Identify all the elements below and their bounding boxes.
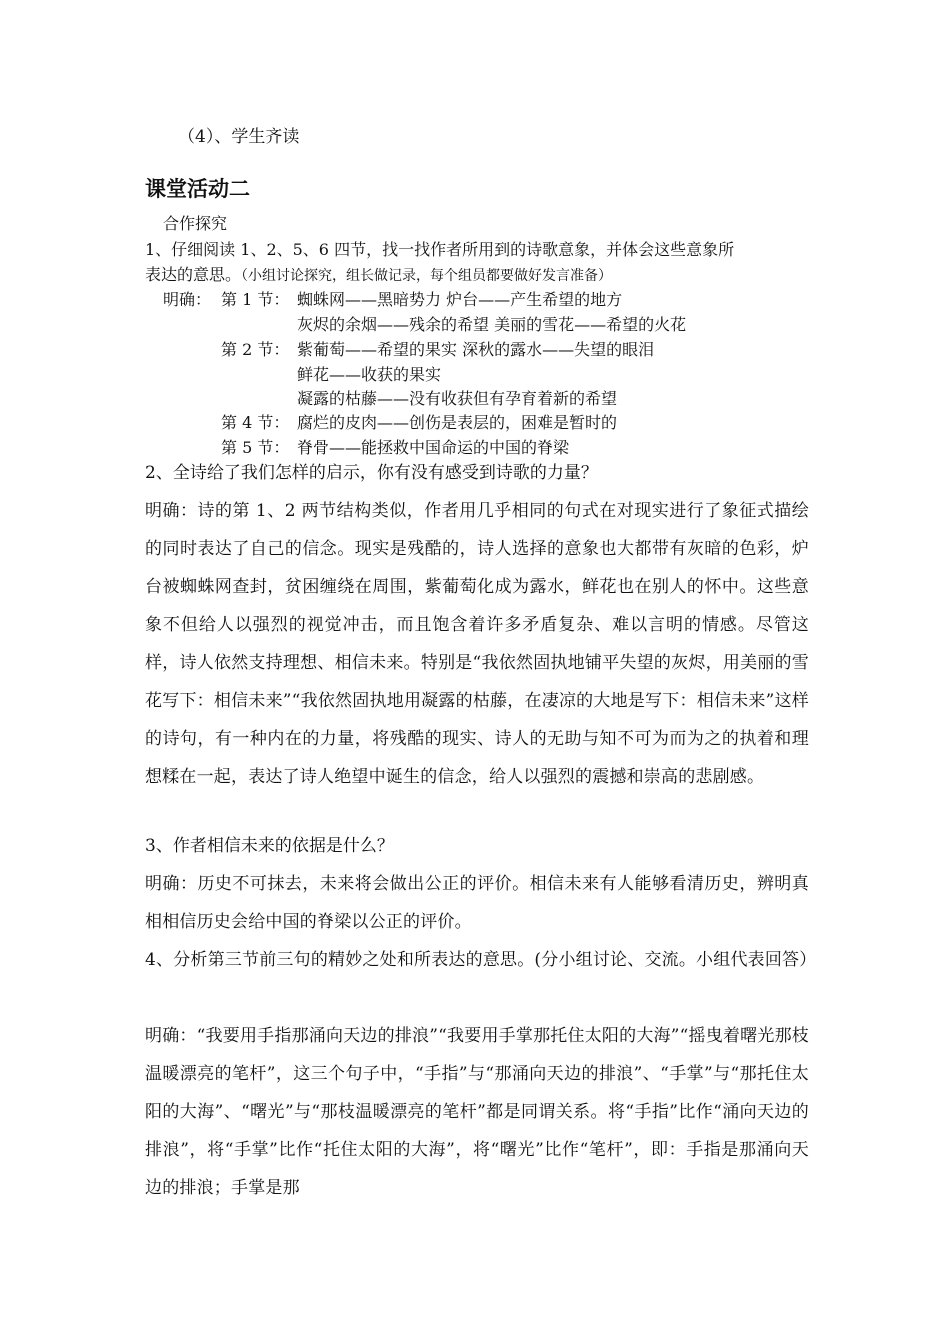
question-4: 4、分析第三节前三句的精妙之处和所表达的意思。(分小组讨论、交流。小组代表回答） xyxy=(145,950,817,970)
answer-1-section-2-label: 第 2 节： xyxy=(221,340,290,359)
answer-1-section-1-a: 蜘蛛网——黑暗势力 炉台——产生希望的地方 xyxy=(297,290,623,309)
question-1-line-1: 1、仔细阅读 1、2、5、6 四节，找一找作者所用到的诗歌意象，并体会这些意象所 xyxy=(145,240,735,259)
question-1-line-2 xyxy=(145,265,612,286)
question-1-note: （小组讨论探究，组长做记录，每个组员都要做好发言准备） xyxy=(241,268,613,284)
answer-3: 明确：历史不可抹去，未来将会做出公正的评价。相信未来有人能够看清历史，辨明真相相信历史会给中国的脊梁以公正的评价。 xyxy=(145,874,809,932)
answer-1-section-5-label: 第 5 节： xyxy=(221,438,290,457)
answer-1-label: 明确： xyxy=(163,290,212,309)
answer-4: 明确：“我要用手指那涌向天边的排浪”“我要用手掌那托住太阳的大海”“摇曳着曙光那枝温暖漂亮的笔杆”，这三个句子中，“手指”与“那涌向天边的排浪”、“手掌”与“那托住太阳的大海”、“曙光”与“那枝温暖漂亮的笔杆”都是同谓关系。将“手指”比作“涌向天边的排浪”，将“手掌”比作“托住太阳的大海”，将“曙光”比作“笔杆”，即：手指是那涌向天边的排浪；手掌是那 xyxy=(145,1026,809,1198)
answer-2: 明确：诗的第 1、2 两节结构类似，作者用几乎相同的句式在对现实进行了象征式描绘的同时表达了自己的信念。现实是残酷的，诗人选择的意象也大都带有灰暗的色彩，炉台被蜘蛛网查封，贫困缠绕在周围，紫葡萄化成为露水，鲜花也在别人的怀中。这些意象不但给人以强烈的视觉冲击，而且饱含着许多矛盾复杂、难以言明的情感。尽管这样，诗人依然支持理想、相信未来。特别是“我依然固执地铺平失望的灰烬，用美丽的雪花写下：相信未来”“我依然固执地用凝露的枯藤，在凄凉的大地是写下：相信未来”这样的诗句，有一种内在的力量，将残酷的现实、诗人的无助与知不可为而为之的执着和理想糅在一起，表达了诗人绝望中诞生的信念，给人以强烈的震撼和崇高的悲剧感。 xyxy=(145,501,809,787)
question-1-main: 表达的意思。 xyxy=(145,265,242,284)
answer-1-section-2-b: 鲜花——收获的果实 xyxy=(297,365,442,384)
section-heading: 课堂活动二 xyxy=(145,177,250,201)
step-4-line: （4）、学生齐读 xyxy=(178,127,300,147)
question-2: 2、全诗给了我们怎样的启示，你有没有感受到诗歌的力量？ xyxy=(145,463,598,483)
coop-title: 合作探究 xyxy=(163,214,228,233)
answer-1-section-5-a: 脊骨——能拯救中国命运的中国的脊梁 xyxy=(297,438,570,457)
answer-1-section-4-label: 第 4 节： xyxy=(221,413,290,432)
answer-1-section-4-a: 腐烂的皮肉——创伤是表层的，困难是暂时的 xyxy=(297,413,618,432)
answer-1-section-2-a: 紫葡萄——希望的果实 深秋的露水——失望的眼泪 xyxy=(297,340,655,359)
answer-1-section-2-c: 凝露的枯藤——没有收获但有孕育着新的希望 xyxy=(297,389,618,408)
answer-1-section-1-b: 灰烬的余烟——残余的希望 美丽的雪花——希望的火花 xyxy=(297,315,687,334)
answer-1-section-1-label: 第 1 节： xyxy=(221,290,290,309)
question-3: 3、作者相信未来的依据是什么？ xyxy=(145,836,394,856)
